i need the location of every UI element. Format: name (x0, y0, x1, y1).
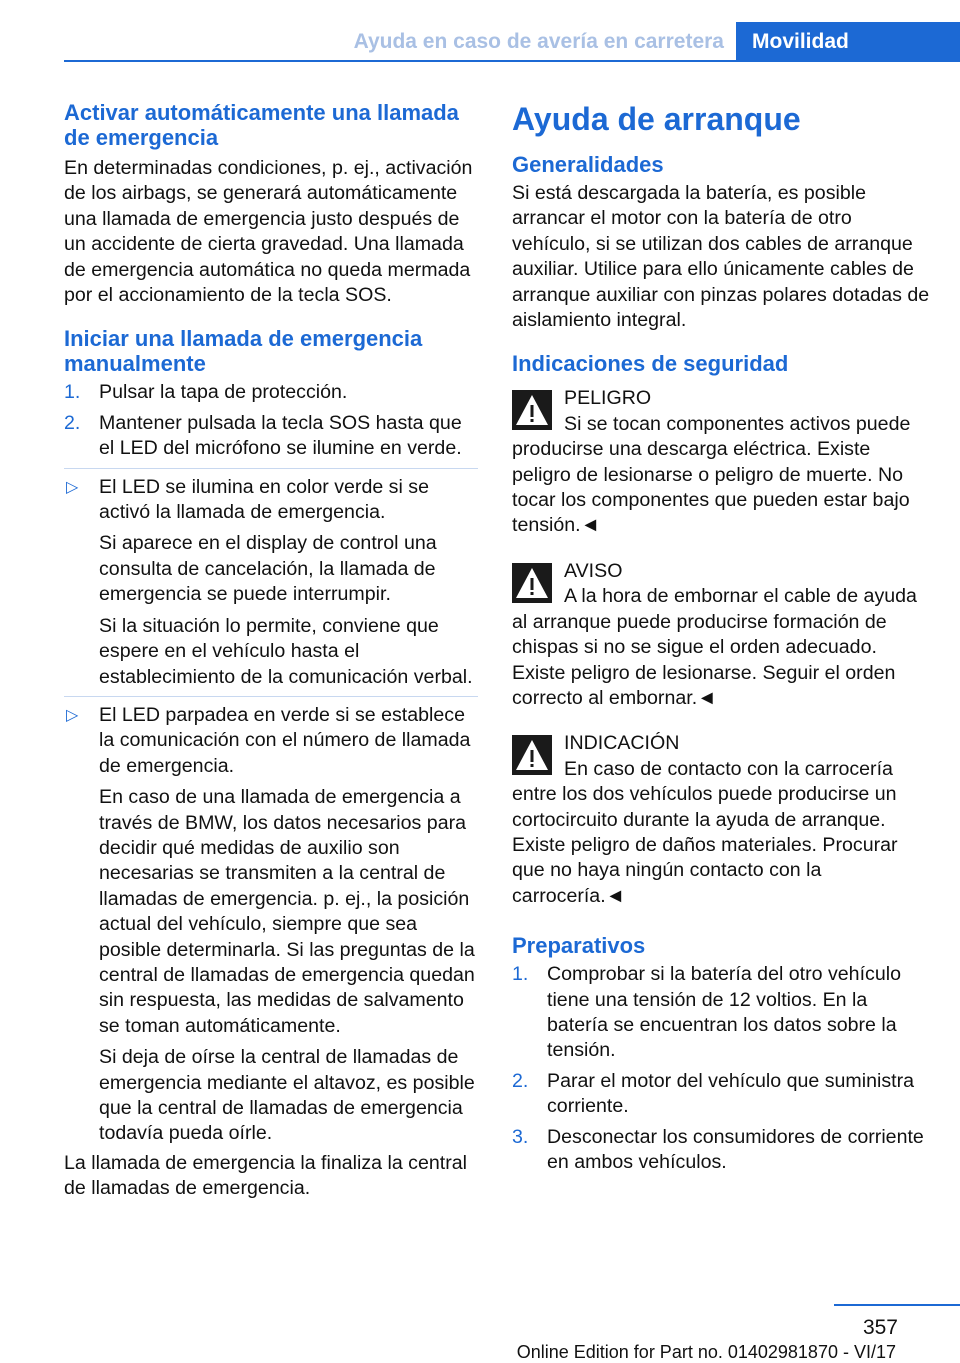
list-item (64, 703, 478, 1147)
list-item (512, 962, 930, 1064)
page-number: 357 (862, 1316, 898, 1339)
warning-text: al arranque puede producirse formación de chispas si no se sigue el orden adecuado. Existe peligro de lesionarse. Seguir el orden correcto al embornar.◄ (512, 610, 896, 709)
step-text: Comprobar si la batería del otro vehículo tiene una tensión de 12 voltios. En la batería se encuentran los datos sobre la tensión. (547, 963, 901, 1062)
warning-text-start: Si se tocan componentes activos puede (564, 412, 911, 435)
left-column (64, 100, 478, 1202)
warning-triangle-icon (512, 390, 552, 430)
bullet-subtext: En caso de una llamada de emergencia a través de BMW, los datos necesarios para decidir qué medidas de auxilio son necesarias se transmiten a la central de llamadas de emergencia. p. ej., la posición actual del vehículo, siempre que sea posible determinarla. Si las preguntas de la central de llamadas de emergencia quedan sin respuesta, las medidas de salvamento se toman automáticamente. (99, 786, 475, 1037)
list-item (512, 1125, 930, 1176)
step-number: 3. (512, 1125, 529, 1148)
auto-call-heading: Activar automáticamente una llamada de emergencia (64, 100, 459, 150)
warning-label: AVISO (564, 559, 623, 582)
step-number: 1. (512, 963, 529, 986)
chapter-tab: Movilidad (736, 22, 960, 62)
right-column (512, 100, 930, 1175)
warning-notice (512, 559, 930, 711)
warning-text: entre los dos vehículos puede producirse un cortocircuito durante la ayuda de arranque. Existe peligro de daños materiales. Procurar que no haya ningún contacto con la carrocería.◄ (512, 783, 898, 907)
warning-indication (512, 731, 930, 909)
list-item (512, 1069, 930, 1120)
warning-label: PELIGRO (564, 387, 652, 410)
bullet-subtext: Si aparece en el display de control una consulta de cancelación, la llamada de emergencia se puede interrumpir. (99, 532, 437, 606)
warning-triangle-icon (512, 563, 552, 603)
edition-text: Online Edition for Part no. 01402981870 - VI/17 (516, 1342, 896, 1362)
manual-steps-list (64, 380, 478, 461)
step-text: Mantener pulsada la tecla SOS hasta que el LED del micrófono se ilumine en verde. (99, 411, 462, 460)
triangle-bullet-icon: ▷ (66, 706, 79, 724)
bullet-subtext: Si deja de oírse la central de llamadas de emergencia mediante el altavoz, es posible que la central de llamadas de emergencia todavía pueda oírle. (99, 1046, 475, 1145)
closing-text: La llamada de emergencia la finaliza la central de llamadas de emergencia. (64, 1151, 467, 1200)
general-text: Si está descargada la batería, es posible arrancar el motor con la batería de otro vehículo, si se utilizan dos cables de arranque auxiliar. Utilice para ello únicamente cables de arranque auxiliar con pinzas polares dotadas de aislamiento integral. (512, 182, 930, 332)
warning-text: producirse una descarga eléctrica. Existe peligro de lesionarse o peligro de muerte. No tocar los componentes que pueden estar bajo tensión.◄ (512, 438, 910, 537)
warning-danger (512, 386, 930, 538)
list-item (64, 411, 478, 462)
manual-call-heading: Iniciar una llamada de emergencia manualmente (64, 326, 423, 377)
list-divider (64, 696, 478, 697)
warning-text-start: En caso de contacto con la carrocería (564, 757, 893, 780)
list-divider (64, 468, 478, 469)
step-number: 1. (64, 381, 81, 404)
section-title: Ayuda en caso de avería en carretera (353, 30, 724, 53)
warning-triangle-icon (512, 735, 552, 775)
safety-heading: Indicaciones de seguridad (512, 351, 789, 377)
prep-heading: Preparativos (512, 933, 646, 959)
list-item (64, 475, 478, 690)
footer-rule (834, 1304, 960, 1306)
result-bullets-list (64, 475, 478, 690)
bullet-subtext: Si la situación lo permite, conviene que espere en el vehículo hasta el establecimiento de la comunicación verbal. (99, 614, 473, 688)
step-text: Desconectar los consumidores de corriente en ambos vehículos. (547, 1125, 924, 1173)
page-footer (0, 1300, 960, 1362)
step-text: Pulsar la tapa de protección. (99, 381, 348, 404)
step-number: 2. (64, 411, 81, 434)
page-header (64, 0, 960, 62)
warning-text-start: A la hora de embornar el cable de ayuda (564, 585, 917, 608)
prep-steps-list (512, 962, 930, 1175)
list-item (64, 380, 478, 405)
page-title: Ayuda de arranque (512, 101, 801, 137)
auto-call-text: En determinadas condiciones, p. ej., activación de los airbags, se generará automáticamente una llamada de emergencia justo después de un accidente de cierta gravedad. Una llamada de emergencia automática no queda mermada por el accionamiento de la tecla SOS. (64, 157, 473, 307)
bullet-text: El LED parpadea en verde si se establece la comunicación con el número de llamada de emergencia. (99, 703, 471, 777)
step-text: Parar el motor del vehículo que suministra corriente. (547, 1069, 915, 1118)
result-bullets-list-2 (64, 703, 478, 1147)
bullet-text: El LED se ilumina en color verde si se activó la llamada de emergencia. (99, 475, 429, 524)
header-rule (64, 60, 736, 62)
warning-label: INDICACIÓN (564, 732, 680, 755)
general-heading: Generalidades (512, 152, 664, 177)
triangle-bullet-icon: ▷ (66, 478, 79, 496)
step-number: 2. (512, 1069, 529, 1092)
